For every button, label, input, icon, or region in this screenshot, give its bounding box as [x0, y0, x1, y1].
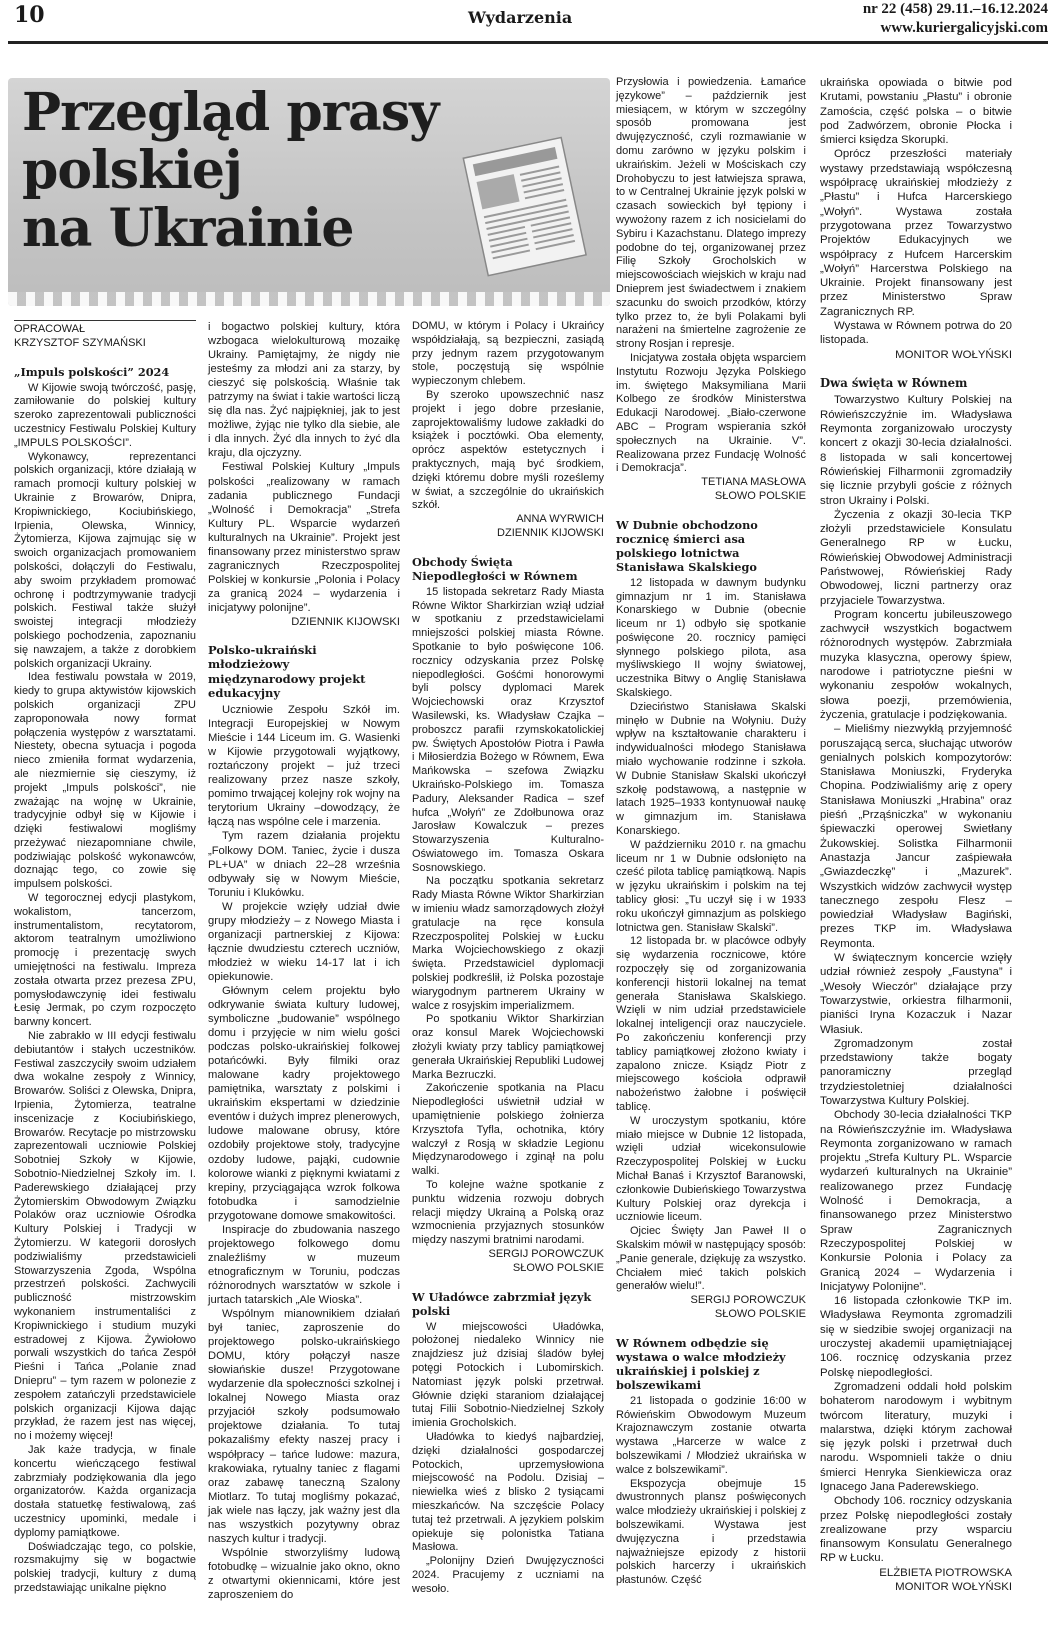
paragraph: Po spotkaniu Wiktor Sharkirzian oraz konsul Marek Wojciechowski złożyli kwiaty przy tablicy pamiątkowej generała Ukraińskiej Republiki Ludowej Marka Bezruczki. [412, 1013, 604, 1081]
signature-author: TETIANA MASŁOWA [701, 476, 806, 489]
paragraph: „Polonijny Dzień Dwujęzyczności 2024. Pracujemy z uczniami na wesoło. [412, 1555, 604, 1595]
paragraph: W świątecznym koncercie wzięły udział również zespoły „Faustyna” i „Wesoły Wieczór” działające przy Towarzystwie, orkiestra filharmonii, pianiści Iryna Kozaczuk i Nazar Własiuk. [820, 952, 1012, 1036]
paragraph: Wystawa w Równem potrwa do 20 listopada. [820, 320, 1012, 347]
paragraph: To kolejne ważne spotkanie z punktu widzenia rozwoju dobrych relacji między Ukrainą a Polską oraz wzmocnienia przyjaznych stosunków między naszymi bratnimi narodami. [412, 1179, 604, 1247]
paragraph: Dzieciństwo Stanisława Skalski minęło w Dubnie na Wołyniu. Duży wpływ na kształtowanie charakteru i indywidualności młodego Stanisława miało wychowanie rodzinne i szkoła. W Dubnie Stanisław Skalski ukończył szkołę podstawową, a następnie w latach 1925–1933 kontynuował naukę w gimnazjum im. Stanisława Konarskiego. [616, 700, 806, 838]
paragraph: Zakończenie spotkania na Placu Niepodległości uświetnił udział w upamiętnienie polskiego żołnierza Krzysztofa Tyfla, ochotnika, który walczył z Rosją w składzie Legionu Międzynarodowego i zginął na polu walki. [412, 1082, 604, 1178]
paragraph: Inspiracje do zbudowania naszego projektowego folkowego domu znaleźliśmy w muzeum etnograficznym w Toruniu, podczas różnorodnych warsztatów w szkole i jurtach tatarskich „Ale Wioska”. [208, 1223, 400, 1306]
page-header [8, 0, 1048, 44]
paragraph: Życzenia z okazji 30-lecia TKP złożyli przedstawiciele Konsulatu Generalnego RP w Łucku, Rówieńskiej Obwodowej Administracji Państwowej, Rówieńskiej Rady Obwodowej, liczni partnerzy oraz przyjaciele Towarzystwa. [820, 508, 1012, 607]
paragraph: Oprócz przeszłości materiały wystawy przedstawiają współczesną współpracę ukraińskiej młodzieży z „Płastu” i Hufca Harcerskiego „Wołyń”. Wystawa została przygotowana przez Towarzystwo Projektów Edukacyjnych we współpracy z Hufcem Harcerskim „Wołyń” Harcerstwa Polskiego na Ukrainie. Projekt finansowany jest przez Ministerstwo Spraw Zagranicznych RP. [820, 148, 1012, 318]
article-heading: Obchody Święta Niepodległości w Równem [412, 554, 578, 583]
paragraph: Nie zabrakło w III edycji festiwalu debiutantów i stałych uczestników. Festiwal zaszczyciły swoim udziałem dwa wokalne zespoły z Winnicy, Browarów. Soliści z Olewska, Dnipra, Irpienia, Żytomierza, teatralne inscenizacje z Kociubińskiego, Browarów. Recytacje po mistrzowsku zaprezentowali uczniowie Polskiej Sobotniej Szkoły w Kijowie, Sobotnio-Niedzielnej Szkoły im. I. Paderewskiego działającej przy Żytomierskim Obwodowym Związku Polaków oraz uczniowie Ośrodka Kultury Polskiej i Tradycji w Żytomierzu. W kategorii dorosłych podziwialiśmy przedstawicieli Stowarzyszenia Zgoda, Wspólna przestrzeń polskości. Zachwycili publiczność mistrzowskim wykonaniem instrumentaliści z Kropiwnickiego i studium muzyki estradowej z Kijowa. Żywiołowo porwali wszystkich do tańca Zespół Pieśni i Tańca „Polanie znad Dniepru” – tym razem w polonezie z zespołem zatańczyli przedstawiciele polskich organizacji Kijowa dając przykład, że razem jest nas więcej, no i możemy więcej! [14, 1030, 196, 1443]
paragraph: Doświadczając tego, co polskie, rozsmakujmy się w bogactwie polskiej tradycji, kultury z dumą przedstawiając unikalne piękno [14, 1540, 196, 1594]
paragraph: Uczniowie Zespołu Szkół im. Integracji Europejskiej w Nowym Mieście i 144 Liceum im. G. Wasienki w Kijowie przygotowali wyjątkowy, roztańczony projekt – już trzeci realizowany przez nasze szkoły, pomimo trwającej kolejny rok wojny na terytorium Ukrainy –dowodzący, że łączą nas wspólne cele i marzenia. [208, 704, 400, 829]
article-signature [412, 513, 604, 541]
paragraph: Uładówka to kiedyś najbardziej, dzięki działalności gospodarczej Potockich, uprzemysłowiona miejscowość na Podolu. Dzisiaj – niewielka wieś z blisko 2 tysiącami mieszkańców. Na szczęście Polacy tutaj też przetrwali. A językiem polskim opiekuje się polonistka Tatiana Masłowa. [412, 1430, 604, 1554]
paragraph: ukraińska opowiada o bitwie pod Krutami, powstaniu „Płastu” i obronie Zamościa, część polska – o bitwie pod Zadwórzem, obronie Płocka i śmierci księdza Skorupki. [820, 77, 1012, 147]
paragraph: W miejscowości Uładówka, położonej niedaleko Winnicy nie znajdziesz już dzisiaj śladów byłej potęgi Potockich i Lubomirskich. Natomiast język polski przetrwał. Głównie dzięki staraniom działającej tutaj Filii Sobotnio-Niedzielnej Szkoły imienia Grocholskich. [412, 1320, 604, 1430]
signature-source: DZIENNIK KIJOWSKI [497, 526, 604, 539]
paragraph: 15 listopada sekretarz Rady Miasta Równe Wiktor Sharkirzian wziął udział w spotkaniu z przedstawicielami mniejszości polskiej miasta Równe. Spotkanie to było poświęcone 106. rocznicy odzyskania przez Polskę niepodległości. Gośćmi honorowymi byli polscy dyplomaci Marek Wojciechowski oraz Krzysztof Wasilewski, ks. Władysław Czajka – proboszcz parafii rzymskokatolickiej pw. Świętych Apostołów Piotra i Pawła i Miłosierdzia Bożego w Równem, Ewa Mańkowska – szefowa Związku Ukraińsko-Polskiego im. Tomasza Padury, Aleksander Radica – szef hufca „Wołyń” ze Zdołbunowa oraz Jarosław Kowalczuk – prezes Stowarzyszenia Kulturalno-Oświatowego im. Tomasza Oskara Sosnowskiego. [412, 585, 604, 874]
signature-source: SŁOWO POLSKIE [512, 1261, 604, 1274]
paragraph: W tegorocznej edycji plastykom, wokalistom, tancerzom, instrumentalistom, recytatorom, aktorom teatralnym umożliwiono promocję i prezentację swych umiejętności na festiwalu. Impreza została otwarta przez prezesa ZPU, pomysłodawczynię idei festiwalu Łesię Jermak, po czym rozpoczęto barwny koncert. [14, 892, 196, 1029]
article-heading: Polsko-ukraiński młodzieżowy międzynarodowy projekt edukacyjny [208, 643, 366, 700]
signature-source: SŁOWO POLSKIE [714, 489, 806, 502]
paragraph: Głównym celem projektu było odkrywanie świata kultury ludowej, symboliczne „budowanie” wspólnego domu i przyjęcie w nim wielu gości podczas polsko-ukraińskiej folkowej potańcówki. Były filmiki oraz malowane kadry projektowego pamiętnika, warsztaty z polskimi i ukraińskim ekspertami w dziedzinie eventów i dużych imprez plenerowych, ludowe malowane obrusy, które ozdobiły projektowe stoły, tradycyjne ozdoby ludowe, pająki, cudownie kolorowe wianki z pięknymi kwiatami z krepiny, przyciągająca wzrok folkowa fotobudka i samodzielnie przygotowane domowe smakowitości. [208, 984, 400, 1222]
signature-author: SERGIJ POROWCZUK [488, 1248, 604, 1260]
paragraph: W uroczystym spotkaniu, które miało miejsce w Dubnie 12 listopada, wzięli udział wicekonsulowie Rzeczypospolitej Polskiej w Łucku Michał Banaś i Krzysztof Baranowski, członkowie Dubieńskiego Towarzystwa Kultury Polskiej oraz dyrekcja i uczniowie liceum. [616, 1114, 806, 1224]
paragraph: Ekspozycja obejmuje 15 dwustronnych plansz poświęconych walce młodzieży ukraińskiej i polskiej z bolszewikami. Wystawa jest dwujęzyczna i przedstawia najważniejsze epizody z historii polskich harcerzy i ukraińskich płastunów. Część [616, 1477, 806, 1587]
article-signature [820, 1566, 1012, 1595]
byline-label: OPRACOWAŁ [14, 323, 86, 335]
paragraph: Zgromadzonym został przedstawiony także bogaty panoramiczny przegląd trzydziestoletniej działalności Towarzystwa Kultury Polskiej. [820, 1037, 1012, 1107]
column-4 [616, 76, 806, 1588]
website-link[interactable]: www.kuriergalicyjski.com [880, 20, 1048, 36]
paragraph: – Mieliśmy niezwykłą przyjemność poruszającą serca, słuchając utworów genialnych polskich kompozytorów: Stanisława Moniuszki, Fryderyka Chopina. Podziwialiśmy arię z opery Stanisława Moniuszki „Hrabina” oraz pieśń „Prząśniczka” w wykonaniu śpiewaczki operowej Swietłany Żukowskiej. Solistka Filharmonii Anastazja Jancur zaśpiewała „Gwiazdeczkę” i „Mazurek”. Wszystkich widzów zachwycił występ tanecznego zespołu Flesz – powiedział Władysław Bagiński, prezes TKP im. Władysława Reymonta. [820, 723, 1012, 950]
article-signature [412, 1248, 604, 1276]
article-heading: „Impuls polskości” 2024 [14, 364, 170, 379]
paragraph: 12 listopada br. w placówce odbyły się wydarzenia rocznicowe, które rozpoczęły się od zorganizowania konferencji historii lokalnej na temat generała Stanisława Skalskiego. Wzięli w nim udział przedstawiciele lokalnej inteligencji oraz nauczyciele. Po zakończeniu konferencji przy tablicy pamiątkowej złożono kwiaty i zapalono znicze. Ksiądz Piotr z miejscowego kościoła odprawił nabożeństwo żałobne i poświęcił tablicę. [616, 935, 806, 1113]
byline [14, 320, 196, 351]
paragraph: Na początku spotkania sekretarz Rady Miasta Równe Wiktor Sharkirzian w imieniu władz samorządowych złożył gratulacje na ręce konsula Rzeczpospolitej Polskiej w Łucku Marka Wojciechowskiego z okazji święta. Przedstawiciel dyplomacji polskiej podkreślił, iż Polska pozostaje wiarygodnym partnerem Ukrainy w walce z rosyjskim imperializmem. [412, 875, 604, 1012]
title-line-3: na Ukrainie [22, 198, 354, 259]
paragraph: i bogactwo polskiej kultury, która wzbogaca wielokulturową mozaikę Ukrainy. Pamiętajmy, że nigdy nie jesteśmy za młodzi ani za starzy, by cieszyć się polskością. Właśnie tak patrzymy na świat i takie wartości liczą się dla nas. Żyć najpiękniej, jak to jest możliwe, żyjąc nie tylko dla siebie, ale i dla innych. Żyć dla innych to żyć dla kraju, dla ojczyzny. [208, 321, 400, 460]
paragraph: Idea festiwalu powstała w 2019, kiedy to grupa aktywistów kijowskich polskich organizacji ZPU zaproponowała nowy format połączenia występów z warsztatami. Niestety, obecna sytuacja i pogoda nieco zmieniła format wydarzenia, ale niezmiernie się cieszymy, iż projekt „Impuls polskości”, nie zważając na wojnę w Ukrainie, tradycyjnie odbył się w Kijowie i dzięki festiwalowi mogliśmy przeżywać niezapomniane chwile, podziwiając polskość wykonawców, doznając tego, co zowie się impulsem polskości. [14, 671, 196, 891]
paragraph: Towarzystwo Kultury Polskiej na Rówieńszczyźnie im. Władysława Reymonta zorganizowało uroczysty koncert z okazji 30-lecia działalności. 8 listopada w sali koncertowej Rówieńskiej Filharmonii zgromadziły się licznie przybyli goście z różnych stron Ukrainy i Polski. [820, 394, 1012, 507]
paragraph: Wspólnie stworzyliśmy ludową fotobudkę – wizualnie jako okno, okno z otwartymi okiennicami, które jest zaproszeniem do [208, 1546, 400, 1601]
article-signature: DZIENNIK KIJOWSKI [291, 615, 400, 628]
byline-author: KRZYSZTOF SZYMAŃSKI [14, 336, 146, 349]
paragraph: Inicjatywa została objęta wsparciem Instytutu Rozwoju Języka Polskiego im. świętego Maksymiliana Marii Kolbego ze środków Ministerstwa Edukacji Narodowej. „Biało-czerwone ABC – Program wspierania szkół społecznych na Ukrainie. V”. Realizowana przez Fundację Wolność i Demokracja”. [616, 351, 806, 475]
paragraph: Wykonawcy, reprezentanci polskich organizacji, które działają w ramach promocji kultury polskiej w Ukrainie z Browarów, Dnipra, Kropiwnickiego, Kociubińskiego, Irpienia, Olewska, Winnicy, Żytomierza, Kijowa zajmując się w swoich organizacjach promowaniem polskości, dołączyli do Festiwalu, aby swoim przykładem promować ochronę i podtrzymywanie tradycji polskich. Festiwal także służył swoistej integracji młodzieży polskiego pochodzenia, zapoznaniu się nawzajem, a także z dorobkiem polskich organizacji Ukrainy. [14, 450, 196, 670]
section-title: Wydarzenia [468, 8, 573, 27]
paragraph: Wspólnym mianownikiem działań był taniec, zaproszenie do projektowego polsko-ukraińskiego DOMU, który połączył nasze słowiańskie dusze! Przygotowane wydarzenie dla społeczności szkolnej i lokalnej Nowego Miasta oraz przyjaciół szkoły podsumowało projektowe działania. To tutaj pokazaliśmy efekty naszej pracy i współpracy – tańce ludowe: mazura, krakowiaka, rytualny taniec z flagami oraz zabawę taneczną Szalony Miotlarz. To tutaj mogliśmy pokazać, jak wiele nas łączy, jak ważny jest dla nas wszystkich pozytywny obraz naszych kultur i tradycji. [208, 1308, 400, 1545]
column-5 [820, 76, 1012, 1594]
paragraph: 16 listopada członkowie TKP im. Władysława Reymonta zgromadzili się w siedzibie swojej organizacji na uroczystej akademii upamiętniającej 106. rocznicę odzyskania przez Polskę niepodległości. [820, 1295, 1012, 1379]
paragraph: Tym razem działania projektu „Folkowy DOM. Taniec, życie i dusza PL+UA” w dniach 22–28 września odbywały się w Nowym Mieście, Toruniu i Klukówku. [208, 830, 400, 899]
article-heading: Dwa święta w Równem [820, 375, 968, 390]
article-heading: W Dubnie obchodzono rocznicę śmierci asa polskiego lotnictwa Stanisława Skalskiego [616, 517, 758, 574]
column-1 [14, 320, 196, 1596]
article-signature: MONITOR WOŁYŃSKI [895, 348, 1012, 361]
signature-author: ANNA WYRWICH [516, 513, 604, 526]
paragraph: By szeroko upowszechnić nasz projekt i jego dobre przesłanie, zaprojektowaliśmy ludowe zakładki do książek i pocztówki. Oba elementy, oprócz aspektów estetycznych i praktycznych, mają być środkiem, dzięki któremu dobre myśli roześlemy w świat, a szczególnie do ukraińskich szkół. [412, 388, 604, 512]
paragraph: 12 listopada w dawnym budynku gimnazjum nr 1 im. Stanisława Konarskiego w Dubnie (obecnie liceum nr 1) odbyło się spotkanie poświęcone 20. rocznicy pamięci słynnego polskiego pilota, asa myśliwskiego II wojny światowej, uczestnika Bitwy o Anglię Stanisława Skalskiego. [616, 576, 806, 700]
article-heading: W Uładówce zabrzmiał język polski [412, 1289, 592, 1318]
paragraph: Obchody 106. rocznicy odzyskania przez Polskę niepodległości zostały zrealizowane przy wsparciu finansowym Konsulatu Generalnego RP w Łucku. [820, 1495, 1012, 1565]
paragraph: Festiwal Polskiej Kultury „Impuls polskości „realizowany w ramach zadania publicznego Fundacji „Wolność i Demokracja” „Strefa Kultury PL. Wsparcie wydarzeń kulturalnych na Ukrainie”. Projekt jest finansowany przez ministerstwo spraw zagranicznych Rzeczpospolitej Polskiej w konkursie „Polonia i Polacy za granicą 2024 – wydarzenia i inicjatywy polonijne”. [208, 461, 400, 614]
article-signature [616, 1294, 806, 1322]
column-2 [208, 320, 400, 1602]
paragraph: Jak każe tradycja, w finale koncertu wieńczącego festiwal zabrzmiały podziękowania dla jego organizatorów. Każda organizacja dostała statuetkę festiwalową, zaś uczestnicy upominki, medale i dyplomy pamiątkowe. [14, 1443, 196, 1539]
column-3 [412, 320, 604, 1597]
signature-source: SŁOWO POLSKIE [714, 1307, 806, 1320]
paragraph: Obchody 30-lecia działalności TKP na Rówieńszczyźnie im. Władysława Reymonta zorganizowano w ramach projektu „Strefa Kultury PL. Wsparcie wydarzeń kulturalnych na Ukrainie” realizowanego przez Fundację Wolność i Demokracja, a finansowanego przez Ministerstwo Spraw Zagranicznych Rzeczypospolitej Polskiej w Konkursie Polonia i Polacy za Granicą 2024 – Wydarzenia i Inicjatywy Polonijne”. [820, 1109, 1012, 1293]
issue-number: nr 22 (458) 29.11.–16.12.2024 [862, 1, 1048, 17]
issue-info [863, 0, 1048, 38]
title-line-2: polskiej [22, 140, 242, 201]
article-signature [616, 476, 806, 504]
title-banner [8, 78, 610, 306]
signature-author: ELŻBIETA PIOTROWSKA [879, 1566, 1012, 1579]
article-heading: W Równem odbędzie się wystawa o walce młodzieży ukraińskiej i polskiej z bolszewikami [616, 1335, 786, 1392]
paragraph: Przysłowia i powiedzenia. Łamańce językowe” – październik jest miesiącem, w którym w szczególny sposób promowana jest dwujęzyczność, czyli rozmawianie w domu zarówno w języku polskim i ukraińskim. Jeżeli w Mościskach czy Drohobyczu to jest łatwiejsza sprawa, to w Centralnej Ukrainie język polski w czasach sowieckich był tępiony i wywożony razem z ich nosicielami do Sybiru i Kazachstanu. Dlatego imprezy podobne do tej, organizowanej przez Filię Szkoły Grocholskich w miejscowościach wiejskich w kraju nad Dnieprem jest świadectwem i znakiem szacunku do swoich przodków, którzy tylko przez to, że byli Polakami byli narażeni na śmiertelne zagrożenie ze strony Rosjan i represje. [616, 76, 806, 351]
article-title [22, 84, 438, 258]
paragraph: W projekcie wzięły udział dwie grupy młodzieży – z Nowego Miasta i organizacji partnerskiej z Kijowa: łącznie dwudziestu czterech uczniów, młodzież w wieku 14-17 lat i ich opiekunowie. [208, 900, 400, 983]
paragraph: Zgromadzeni oddali hołd polskim bohaterom narodowym i wybitnym twórcom literatury, muzyki i malarstwa, dzięki którym zachował się język polski i przetrwał duch narodu. Wspomnieli także o dniu śmierci Henryka Sienkiewicza oraz Ignacego Jana Paderewskiego. [820, 1380, 1012, 1493]
paragraph: Ojciec Święty Jan Paweł II o Skalskim mówił w następujący sposób: „Panie generale, dziękuję za wszystko. Chciałem mieć takich polskich generałów wielu!”. [616, 1225, 806, 1293]
signature-author: SERGIJ POROWCZUK [690, 1294, 806, 1307]
page-number: 10 [14, 2, 45, 28]
paragraph: 21 listopada o godzinie 16:00 w Rówieńskim Obwodowym Muzeum Krajoznawczym zostanie otwarta wystawa „Harcerze w walce z bolszewikami / Młodzież ukraińska w walce z bolszewikami”. [616, 1394, 806, 1476]
paragraph: Program koncertu jubileuszowego zachwycił wszystkich bogactwem różnorodnych występów. Zabrzmiała muzyka klasyczna, operowy śpiew, narodowe i patriotyczne pieśni w wykonaniu zespołów wokalnych, słowa poezji, przemówienia, życzenia, gratulacje i podziękowania. [820, 608, 1012, 721]
signature-source: MONITOR WOŁYŃSKI [895, 1581, 1012, 1594]
newspaper-icon [456, 128, 598, 278]
paragraph: W październiku 2010 r. na gmachu liceum nr 1 w Dubnie odsłonięto na cześć pilota tablicę pamiątkową. Napis w języku ukraińskim i polskim na tej tablicy głosi: „Tu uczył się i w 1933 roku ukończył gimnazjum as polskiego lotnictwa gen. Stanisław Skalski”. [616, 838, 806, 934]
paragraph: W Kijowie swoją twórczość, pasję, zamiłowanie do polskiej kultury szeroko zaprezentowali publiczności uczestnicy Festiwalu Polskiej Kultury „IMPULS POLSKOŚCI”. [14, 381, 196, 449]
title-line-1: Przegląd prasy [22, 82, 439, 143]
paragraph: DOMU, w którym i Polacy i Ukraińcy współdziałają, są bezpieczni, zasiądą przy jednym razem przygotowanym stole, poczęstują się wspólnie wypieczonym chlebem. [412, 320, 604, 388]
